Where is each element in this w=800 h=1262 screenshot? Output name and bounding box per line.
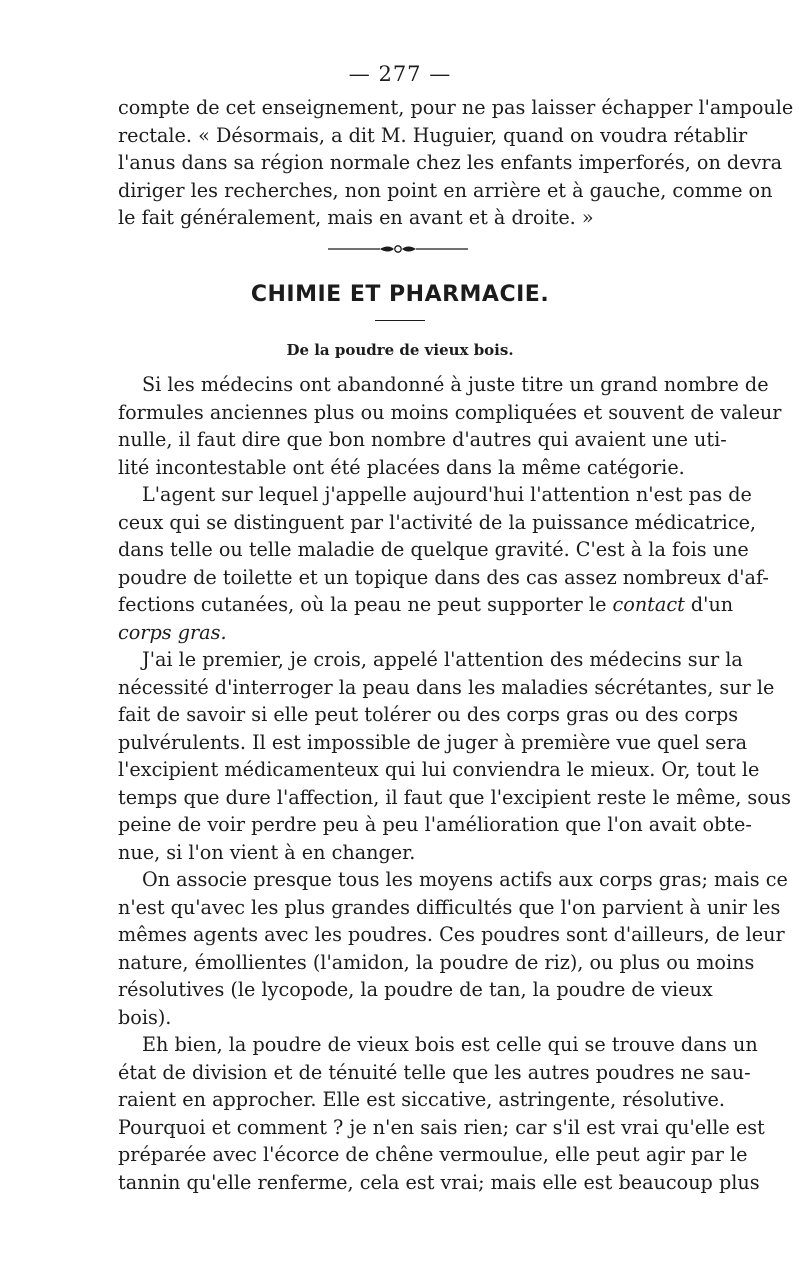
- text-line: l'excipient médicamenteux qui lui conviendra le mieux. Or, tout le: [118, 758, 760, 781]
- text-line: Eh bien, la poudre de vieux bois est celle qui se trouve dans un: [142, 1033, 758, 1056]
- text-line: nécessité d'interroger la peau dans les maladies sécrétantes, sur le: [118, 675, 775, 699]
- text-line: nulle, il faut dire que bon nombre d'autres qui avaient une uti-: [118, 428, 727, 451]
- text-line: état de division et de ténuité telle que les autres poudres ne sau-: [118, 1060, 751, 1084]
- text-line: Si les médecins ont abandonné à juste titre un grand nombre de: [142, 373, 769, 396]
- section-title: CHIMIE ET PHARMACIE.: [250, 282, 550, 307]
- article-body: [118, 371, 792, 1196]
- text-line: L'agent sur lequel j'appelle aujourd'hui l'attention n'est pas de: [142, 483, 752, 506]
- page-number: — 277 —: [348, 62, 452, 86]
- paragraph: [118, 481, 769, 646]
- title-rule: [375, 320, 425, 321]
- article-subtitle: De la poudre de vieux bois.: [286, 341, 514, 359]
- text-line: n'est qu'avec les plus grandes difficultés que l'on parvient à unir les: [118, 895, 781, 919]
- text-line: lité incontestable ont été placées dans la même catégorie.: [118, 455, 685, 479]
- text-line: nue, si l'on vient à en changer.: [118, 840, 416, 864]
- paragraph: [118, 646, 792, 866]
- paragraph: [118, 1031, 765, 1196]
- text-line: l'anus dans sa région normale chez les enfants imperforés, on devra: [118, 151, 783, 174]
- text-line: mêmes agents avec les poudres. Ces poudres sont d'ailleurs, de leur: [118, 923, 785, 946]
- text-line: tannin qu'elle renferme, cela est vrai; mais elle est beaucoup plus: [118, 1170, 760, 1194]
- text-line: temps que dure l'affection, il faut que l'excipient reste le même, sous: [118, 785, 792, 809]
- text-line: raient en approcher. Elle est siccative, astringente, résolutive.: [118, 1088, 725, 1111]
- text-line: diriger les recherches, non point en arrière et à gauche, comme on: [118, 178, 773, 202]
- text-line: dans telle ou telle maladie de quelque gravité. C'est à la fois une: [118, 538, 749, 561]
- text-line: poudre de toilette et un topique dans des cas assez nombreux d'af-: [118, 565, 769, 589]
- text-line: le fait généralement, mais en avant et à droite. »: [118, 206, 594, 229]
- italic-text: contact: [612, 593, 685, 616]
- text-line: [118, 619, 678, 647]
- text-line: peine de voir perdre peu à peu l'amélioration que l'on avait obte-: [118, 813, 752, 836]
- text-line: formules anciennes plus ou moins compliquées et souvent de valeur: [118, 400, 782, 424]
- intro-paragraph: [118, 94, 794, 232]
- text-line: On associe presque tous les moyens actifs aux corps gras; mais ce: [142, 868, 788, 891]
- text-segment: fections cutanées, où la peau ne peut supporter le: [118, 593, 613, 616]
- text-line: bois).: [118, 1005, 172, 1029]
- italic-text: corps gras.: [118, 620, 227, 644]
- ornament-divider: [328, 241, 468, 257]
- paragraph: [118, 371, 782, 481]
- paragraph: [118, 866, 788, 1031]
- text-line: ceux qui se distinguent par l'activité de la puissance médicatrice,: [118, 510, 757, 534]
- text-line: fait de savoir si elle peut tolérer ou des corps gras ou des corps: [118, 703, 739, 726]
- text-line: résolutives (le lycopode, la poudre de tan, la poudre de vieux: [118, 978, 713, 1001]
- text-line: nature, émollientes (l'amidon, la poudre de riz), ou plus ou moins: [118, 950, 755, 974]
- text-line: J'ai le premier, je crois, appelé l'attention des médecins sur la: [142, 648, 743, 671]
- text-line: Pourquoi et comment ? je n'en sais rien; car s'il est vrai qu'elle est: [118, 1115, 765, 1139]
- text-line: préparée avec l'écorce de chêne vermoulue, elle peut agir par le: [118, 1143, 748, 1166]
- text-line: compte de cet enseignement, pour ne pas laisser échapper l'ampoule: [118, 96, 794, 119]
- text-segment: d'un: [684, 593, 734, 616]
- text-line: pulvérulents. Il est impossible de juger à première vue quel sera: [118, 730, 748, 754]
- text-line: [118, 591, 734, 619]
- text-line: rectale. « Désormais, a dit M. Huguier, quand on voudra rétablir: [118, 123, 748, 147]
